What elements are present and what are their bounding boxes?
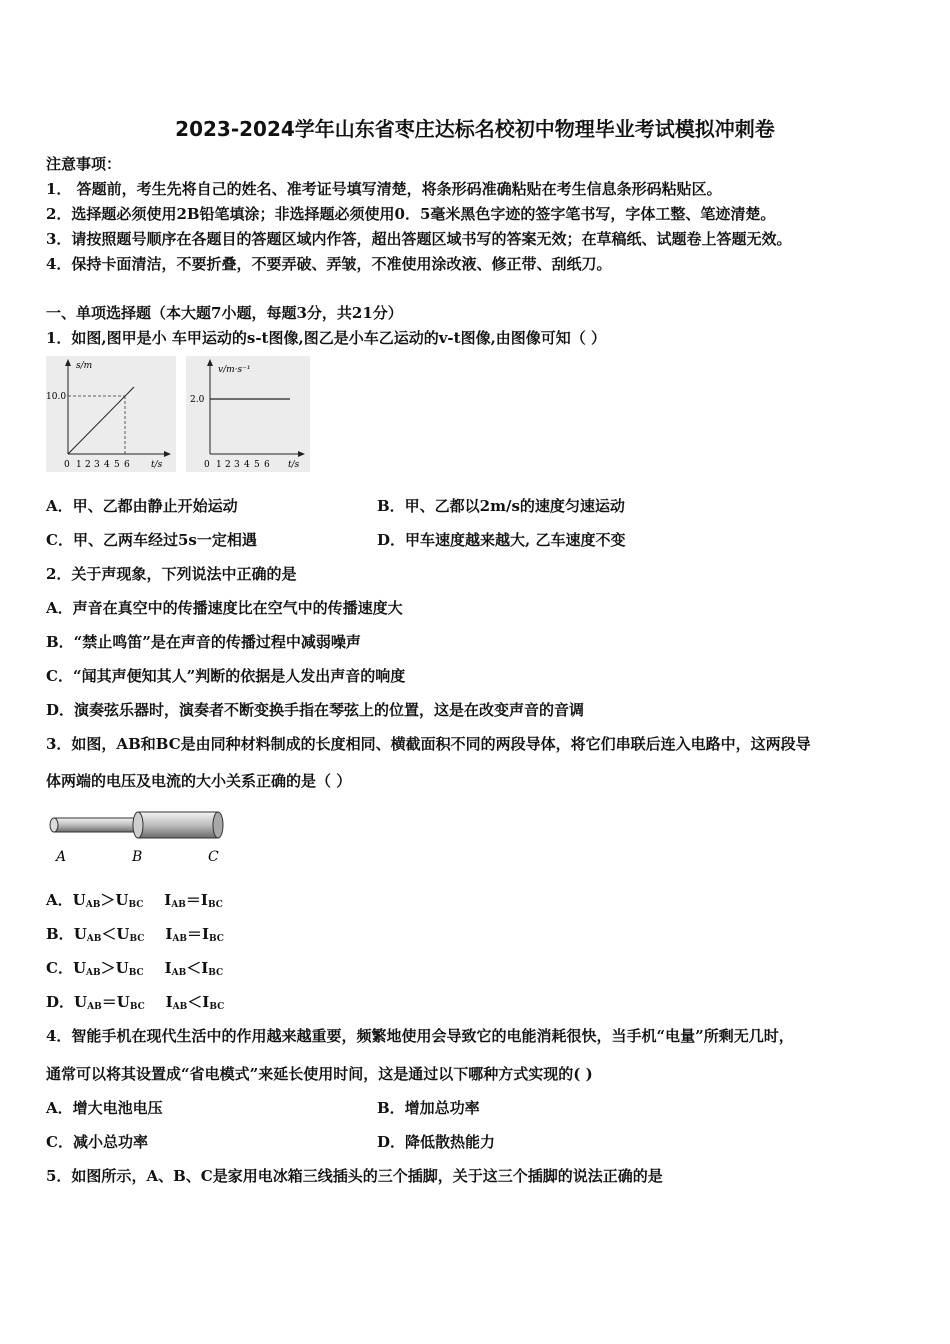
st-xtick-5: 5 xyxy=(114,460,120,470)
label-b: B xyxy=(132,849,143,865)
notes-heading: 注意事项： xyxy=(46,155,122,173)
section-heading: 一、单项选择题（本大题7小题，每题3分，共21分） xyxy=(46,304,403,322)
thin-rod xyxy=(54,818,138,832)
vt-xtick-3: 3 xyxy=(234,460,240,470)
question-1-stem: 1．如图,图甲是小 车甲运动的s-t图像,图乙是小车乙运动的v-t图像,由图像可知（ ） xyxy=(46,329,607,347)
question-3-stem-line2: 体两端的电压及电流的大小关系正确的是（ ） xyxy=(46,772,352,790)
st-ylabel: s/m xyxy=(76,361,93,371)
note-item-2: 2．选择题必须使用2B铅笔填涂；非选择题必须使用0．5毫米黑色字迹的签字笔书写，字体工整、笔迹清楚。 xyxy=(46,205,776,223)
st-xtick-2: 2 xyxy=(85,460,91,470)
question-2-stem: 2．关于声现象，下列说法中正确的是 xyxy=(46,565,297,583)
st-xtick-3: 3 xyxy=(94,460,100,470)
thin-rod-end xyxy=(50,818,58,832)
q1-option-c: C．甲、乙两车经过5s一定相遇 xyxy=(46,531,257,549)
q3-option-c: C．$U_{AB}>U_{BC}$ $I_{AB}<I_{BC}$ xyxy=(46,959,224,978)
q2-option-a: A．声音在真空中的传播速度比在空气中的传播速度大 xyxy=(46,599,403,617)
thick-rod-right-end xyxy=(213,812,223,838)
st-xtick-6: 6 xyxy=(124,460,130,470)
st-graph-background xyxy=(46,356,176,472)
question-3-stem-line1: 3．如图，AB和BC是由同种材料制成的长度相同、横截面积不同的两段导体，将它们串联后连入电路中，这两段导 xyxy=(46,735,811,753)
st-graph xyxy=(46,356,176,472)
thick-rod xyxy=(138,812,218,838)
question-4-stem-line1: 4．智能手机在现代生活中的作用越来越重要，频繁地使用会导致它的电能消耗很快，当手机“电量”所剩无几时， xyxy=(46,1027,794,1045)
q4-option-d: D．降低散热能力 xyxy=(377,1133,496,1151)
note-item-3: 3．请按照题号顺序在各题目的答题区域内作答，超出答题区域书写的答案无效；在草稿纸、试题卷上答题无效。 xyxy=(46,230,792,248)
st-xtick-0: 0 xyxy=(64,460,70,470)
st-ytick: 10.0 xyxy=(46,392,67,402)
q1-option-b: B．甲、乙都以2m/s的速度匀速运动 xyxy=(377,497,625,515)
q1-option-d: D．甲车速度越来越大, 乙车速度不变 xyxy=(377,531,626,549)
vt-ytick: 2.0 xyxy=(190,395,205,405)
q4-option-b: B．增加总功率 xyxy=(377,1099,480,1117)
vt-xtick-0: 0 xyxy=(204,460,210,470)
vt-xlabel: t/s xyxy=(288,460,300,470)
vt-xtick-6: 6 xyxy=(264,460,270,470)
vt-xtick-5: 5 xyxy=(254,460,260,470)
vt-xtick-2: 2 xyxy=(225,460,231,470)
st-xtick-4: 4 xyxy=(104,460,110,470)
q3-option-b: B．$U_{AB}<U_{BC}$ $I_{AB}=I_{BC}$ xyxy=(46,925,224,944)
conductor-figure xyxy=(46,806,231,868)
q4-option-a: A．增大电池电压 xyxy=(46,1099,163,1117)
label-a: A xyxy=(56,849,67,865)
q2-option-d: D．演奏弦乐器时，演奏者不断变换手指在琴弦上的位置，这是在改变声音的音调 xyxy=(46,701,585,719)
question-5-stem: 5．如图所示，A、B、C是家用电冰箱三线插头的三个插脚，关于这三个插脚的说法正确的是 xyxy=(46,1167,663,1185)
q4-option-c: C．减小总功率 xyxy=(46,1133,148,1151)
label-c: C xyxy=(208,849,219,865)
q2-option-b: B．“禁止鸣笛”是在声音的传播过程中减弱噪声 xyxy=(46,633,361,651)
st-xlabel: t/s xyxy=(151,460,163,470)
vt-xtick-1: 1 xyxy=(216,460,222,470)
page-title: 2023-2024学年山东省枣庄达标名校初中物理毕业考试模拟冲刺卷 xyxy=(175,117,775,141)
vt-xtick-4: 4 xyxy=(244,460,250,470)
note-item-4: 4．保持卡面清洁，不要折叠，不要弄破、弄皱，不准使用涂改液、修正带、刮纸刀。 xyxy=(46,255,612,273)
st-xtick-1: 1 xyxy=(76,460,82,470)
q1-option-a: A．甲、乙都由静止开始运动 xyxy=(46,497,238,515)
note-item-1: 1． 答题前，考生先将自己的姓名、准考证号填写清楚，将条形码准确粘贴在考生信息条形码粘贴区。 xyxy=(46,180,722,198)
q3-option-d: D．$U_{AB}=U_{BC}$ $I_{AB}<I_{BC}$ xyxy=(46,993,225,1012)
q3-option-a: A．$U_{AB}>U_{BC}$ $I_{AB}=I_{BC}$ xyxy=(46,891,223,910)
question-4-stem-line2: 通常可以将其设置成“省电模式”来延长使用时间，这是通过以下哪种方式实现的( ) xyxy=(46,1065,593,1083)
q2-option-c: C．“闻其声便知其人”判断的依据是人发出声音的响度 xyxy=(46,667,406,685)
vt-graph xyxy=(186,356,310,472)
thick-rod-left-end xyxy=(133,812,143,838)
vt-ylabel: v/m·s⁻¹ xyxy=(218,365,251,375)
